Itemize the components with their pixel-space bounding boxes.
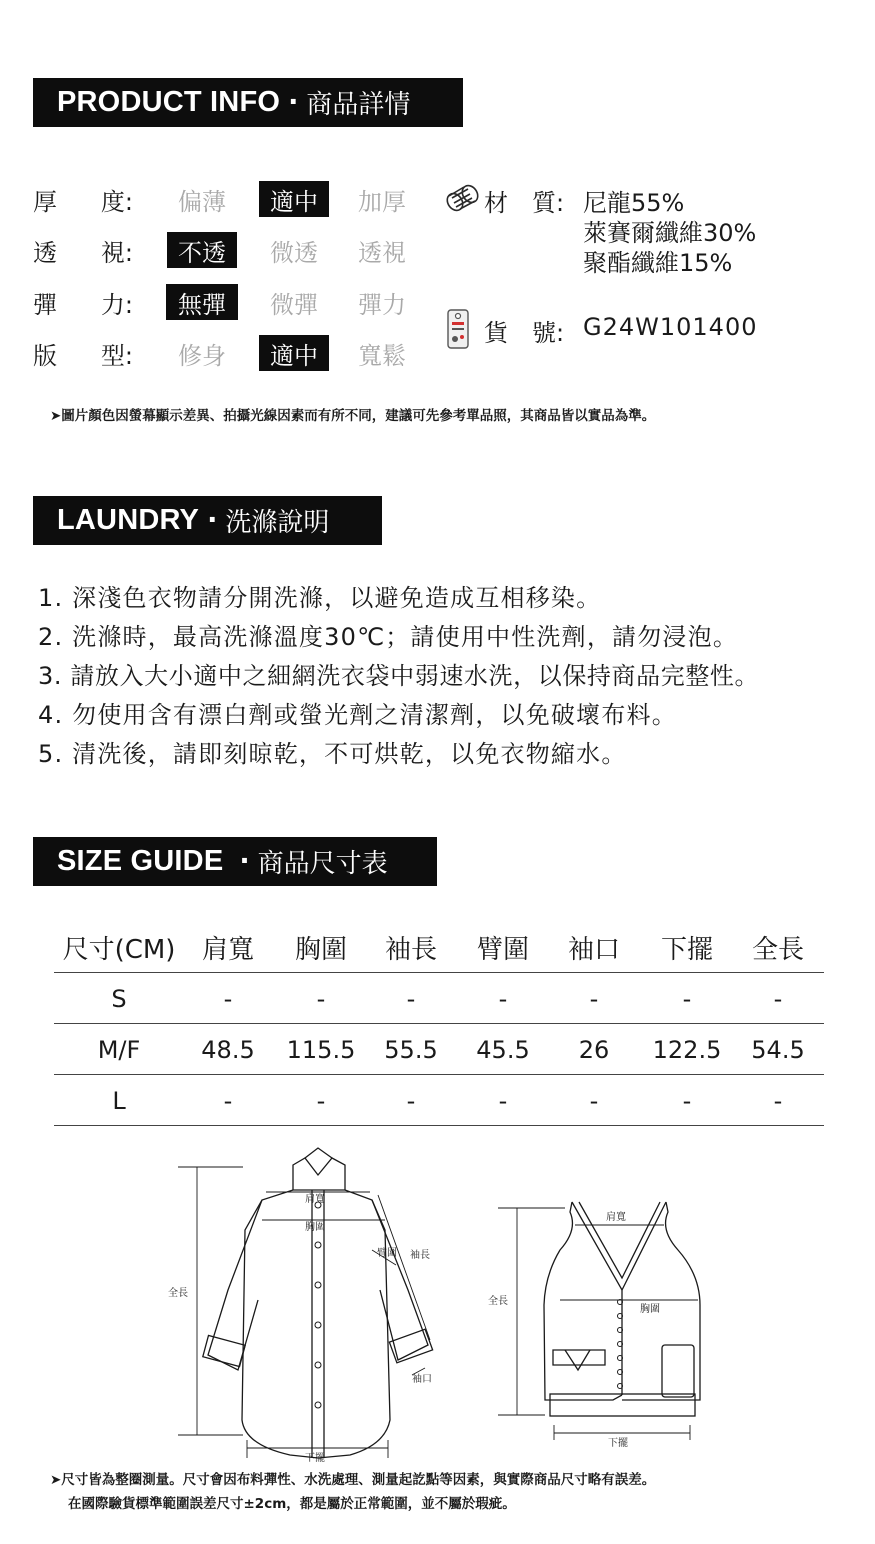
size-table-cell: 26	[578, 1035, 610, 1064]
size-table-cell: -	[498, 1086, 508, 1115]
attribute-row	[33, 232, 433, 268]
size-table-cell: -	[682, 984, 692, 1013]
size-table-header-cell: 尺寸(CM)	[62, 935, 176, 965]
product-color-note: ➤圖片顏色因螢幕顯示差異、拍攝光線因素而有所不同，建議可先參考單品照，其商品皆以實品為準。	[50, 408, 656, 424]
size-table-header-cell: 臂圍	[476, 935, 529, 965]
size-table-row	[54, 973, 824, 1024]
size-table-cell: -	[316, 1086, 326, 1115]
size-table-cell: 122.5	[652, 1035, 722, 1064]
laundry-item: 3. 請放入大小適中之細網洗衣袋中弱速水洗，以保持商品完整性。	[38, 662, 760, 690]
size-table-header-cell: 全長	[751, 935, 804, 965]
attribute-colon: :	[124, 238, 133, 267]
attribute-option-selected: 適中	[259, 181, 329, 217]
attribute-colon: :	[124, 341, 133, 370]
banner-title-zh: 商品詳情	[306, 90, 411, 120]
laundry-item: 2. 洗滌時，最高洗滌溫度30℃；請使用中性洗劑，請勿浸泡。	[38, 623, 739, 651]
banner-title-zh: 洗滌說明	[225, 508, 330, 538]
size-table-cell: -	[223, 1086, 233, 1115]
laundry-item: 1. 深淺色衣物請分開洗滌，以避免造成互相移染。	[38, 584, 602, 612]
attribute-row	[33, 284, 433, 320]
attribute-label-a: 彈	[33, 290, 57, 319]
size-table-cell: -	[589, 984, 599, 1013]
size-table-cell: -	[316, 984, 326, 1013]
attribute-label	[33, 336, 133, 371]
price-tag-icon	[445, 307, 471, 351]
attribute-option: 微彈	[270, 290, 318, 319]
attribute-label-b-text: 視	[100, 238, 125, 267]
label-shoulder-vest: 肩寬	[606, 1212, 626, 1223]
material-label-b: 質	[532, 189, 556, 217]
size-table-cell: M/F	[97, 1035, 141, 1064]
size-table-cell: -	[589, 1086, 599, 1115]
label-length-shirt: 全長	[168, 1288, 188, 1299]
attribute-option: 修身	[178, 341, 226, 370]
size-table-cell: 115.5	[286, 1035, 356, 1064]
attribute-label	[33, 182, 133, 217]
size-table-cell: -	[406, 984, 416, 1013]
attribute-option: 加厚	[358, 187, 406, 216]
banner-title-en: PRODUCT INFO	[57, 86, 281, 118]
attribute-option: 寬鬆	[358, 341, 406, 370]
size-table-cell: 55.5	[384, 1035, 438, 1064]
size-table-header-cell: 袖長	[384, 935, 437, 965]
attribute-option: 透視	[358, 238, 406, 267]
material-label-a: 材	[484, 189, 508, 217]
attribute-option: 微透	[270, 238, 318, 267]
size-table-header	[54, 922, 824, 973]
size-table-header-cell: 胸圍	[294, 935, 347, 965]
attribute-option-selected: 適中	[259, 335, 329, 371]
size-guide-banner	[33, 837, 437, 886]
label-cuff: 袖口	[412, 1374, 432, 1385]
banner-title-en: LAUNDRY	[57, 504, 200, 536]
attribute-option: 彈力	[358, 290, 406, 319]
material-label	[484, 183, 564, 218]
attribute-label-b-text: 力	[100, 290, 125, 319]
size-note-line-2: 在國際驗貨標準範圍誤差尺寸±2cm，都是屬於正常範圍，並不屬於瑕疵。	[68, 1496, 516, 1512]
banner-separator: ·	[239, 846, 250, 877]
label-sleeve: 袖長	[410, 1250, 430, 1261]
size-table-cell: S	[111, 984, 127, 1013]
attribute-row	[33, 335, 433, 371]
attribute-label-b-text: 度	[100, 187, 125, 216]
label-length-vest: 全長	[488, 1296, 508, 1307]
label-shoulder-shirt: 肩寬	[305, 1194, 325, 1205]
attribute-option: 偏薄	[178, 187, 226, 216]
sku-value: G24W101400	[583, 313, 758, 341]
size-table-cell: -	[773, 984, 783, 1013]
attribute-label	[33, 233, 133, 268]
sku-label	[484, 313, 564, 348]
attribute-label-b	[101, 336, 133, 371]
label-chest-shirt: 胸圍	[305, 1222, 325, 1233]
banner-title-en: SIZE GUIDE	[57, 845, 224, 877]
attribute-row	[33, 181, 433, 217]
size-table-row	[54, 1075, 824, 1126]
measurement-diagram	[0, 1140, 875, 1470]
label-arm: 臂圍	[377, 1248, 397, 1259]
material-colon: :	[556, 189, 565, 217]
size-table	[54, 922, 824, 1126]
label-chest-vest: 胸圍	[640, 1304, 660, 1315]
size-note-line-1: ➤尺寸皆為整圈測量。尺寸會因布料彈性、水洗處理、測量起訖點等因素，與實際商品尺寸略有誤差。	[50, 1472, 656, 1488]
attribute-colon: :	[124, 290, 133, 319]
sku-colon: :	[556, 319, 565, 347]
size-table-header-cell: 袖口	[567, 935, 620, 965]
attribute-option-selected: 不透	[167, 232, 237, 268]
attribute-label-b	[101, 233, 133, 268]
shirt-measure-lines	[178, 1167, 430, 1458]
laundry-item: 4. 勿使用含有漂白劑或螢光劑之清潔劑，以免破壞布料。	[38, 701, 677, 729]
size-table-cell: 48.5	[201, 1035, 255, 1064]
material-line-2: 萊賽爾纖維30%	[583, 219, 757, 247]
size-table-cell: L	[112, 1086, 126, 1115]
material-line-1: 尼龍55%	[583, 189, 685, 217]
size-table-cell: -	[406, 1086, 416, 1115]
laundry-item: 5. 清洗後，請即刻晾乾，不可烘乾，以免衣物縮水。	[38, 740, 627, 768]
size-table-row	[54, 1024, 824, 1075]
attribute-label-a: 版	[33, 341, 57, 370]
attribute-label-a: 厚	[33, 187, 57, 216]
banner-separator: ·	[207, 505, 218, 536]
sku-label-a: 貨	[484, 319, 508, 347]
attribute-label	[33, 285, 133, 320]
label-hem-vest: 下擺	[608, 1438, 628, 1449]
product-info-banner	[33, 78, 463, 127]
attribute-label-b	[101, 182, 133, 217]
size-table-cell: 54.5	[751, 1035, 805, 1064]
banner-separator: ·	[288, 87, 299, 118]
attribute-label-b-text: 型	[100, 341, 125, 370]
label-hem-shirt: 下擺	[305, 1453, 325, 1464]
attribute-colon: :	[124, 187, 133, 216]
attribute-label-b	[101, 285, 133, 320]
sku-label-b: 號	[532, 319, 556, 347]
size-table-cell: 45.5	[476, 1035, 530, 1064]
laundry-banner	[33, 496, 382, 545]
size-table-cell: -	[773, 1086, 783, 1115]
attribute-label-a: 透	[33, 238, 57, 267]
size-table-cell: -	[682, 1086, 692, 1115]
size-table-header-cell: 肩寬	[201, 935, 254, 965]
size-table-header-cell: 下擺	[660, 935, 713, 965]
banner-title-zh: 商品尺寸表	[257, 849, 388, 879]
thread-spool-icon	[443, 184, 483, 214]
attribute-option-selected: 無彈	[166, 284, 238, 320]
material-line-3: 聚酯纖維15%	[583, 249, 733, 277]
vest-measure-lines	[498, 1208, 698, 1440]
size-table-cell: -	[498, 984, 508, 1013]
size-table-cell: -	[223, 984, 233, 1013]
